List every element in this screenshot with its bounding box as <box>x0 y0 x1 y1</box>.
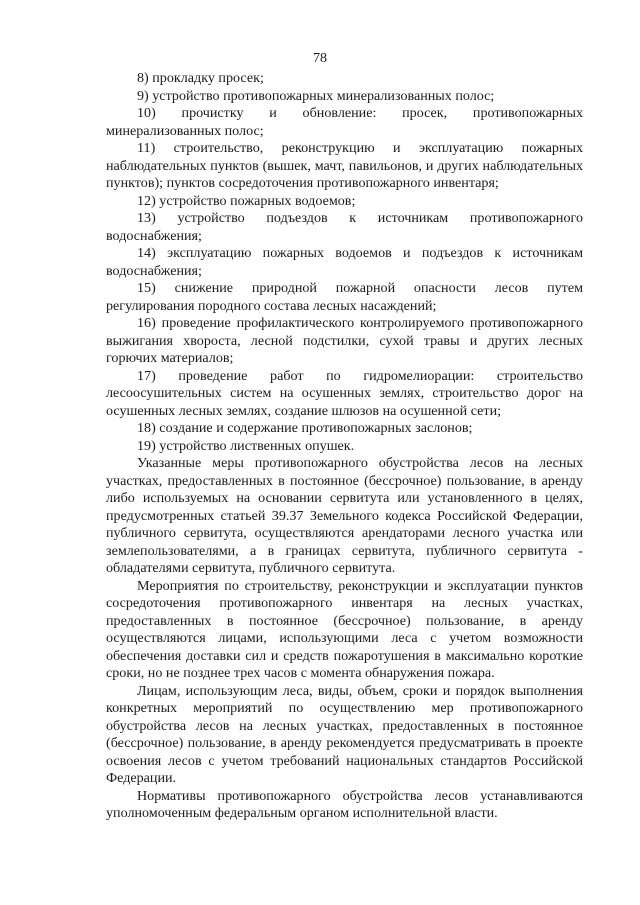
paragraph-standards: Нормативы противопожарного обустройства лесов устанавливаются уполномоченным федеральным органом исполнительной власти. <box>106 787 583 821</box>
list-item-17: 17) проведение работ по гидромелиорации: строительство лесоосушительных систем на осушенных землях, строительство дорог на осушенных лесных землях, создание шлюзов на осушенной сети; <box>106 367 583 419</box>
list-item-18: 18) создание и содержание противопожарных заслонов; <box>137 420 473 436</box>
document-body <box>106 70 583 823</box>
page-number: 78 <box>313 51 327 66</box>
list-item-15: 15) снижение природной пожарной опасности лесов путем регулирования породного состава лесных насаждений; <box>106 280 583 314</box>
list-item-12: 12) устройство пожарных водоемов; <box>137 192 356 209</box>
list-item-19: 19) устройство лиственных опушек. <box>137 437 355 454</box>
list-item-8: 8) прокладку просек; <box>137 70 264 86</box>
paragraph-forest-users: Лицам, использующим леса, виды, объем, сроки и порядок выполнения конкретных мероприятий по осуществлению мер противопожарного обустройства лесов на лесных участках, предоставленных в постоянное (бессрочное) пользование, в аренду рекомендуется предусматривать в проекте освоения лесов с учетом требований национальных стандартов Российской Федерации. <box>106 682 583 786</box>
paragraph-lease-measures: Указанные меры противопожарного обустройства лесов на лесных участках, предоставленных в постоянное (бессрочное) пользование, в аренду либо используемых на основании сервитута или установленного в целях, предусмотренных статьей 39.37 Земельного кодекса Российской Федерации, публичного сервитута, осуществляются арендаторами лесного участка или землепользователями, а в границах сервитута, публичного сервитута - обладателями сервитута, публичного сервитута. <box>106 455 583 576</box>
list-item-11: 11) строительство, реконструкцию и эксплуатацию пожарных наблюдательных пунктов (вышек, мачт, павильонов, и других наблюдательных пунктов); пунктов сосредоточения противопожарного инвентаря; <box>106 140 583 191</box>
paragraph-inventory-points: Мероприятия по строительству, реконструкции и эксплуатации пунктов сосредоточения противопожарного инвентаря на лесных участках, предоставленных в постоянное (бессрочное) пользование, в аренду осуществляются лицами, использующими леса с учетом возможности обеспечения доставки сил и средств пожаротушения в максимально короткие сроки, но не позднее трех часов с момента обнаружения пожара. <box>106 577 583 681</box>
list-item-13: 13) устройство подъездов к источникам противопожарного водоснабжения; <box>106 210 583 244</box>
list-item-14: 14) эксплуатацию пожарных водоемов и подъездов к источникам водоснабжения; <box>106 245 583 279</box>
list-item-10: 10) прочистку и обновление: просек, противопожарных минерализованных полос; <box>106 105 583 139</box>
list-item-9: 9) устройство противопожарных минерализованных полос; <box>137 87 495 104</box>
list-item-16: 16) проведение профилактического контролируемого противопожарного выжигания хвороста, лесной подстилки, сухой травы и других лесных горючих материалов; <box>106 315 583 366</box>
